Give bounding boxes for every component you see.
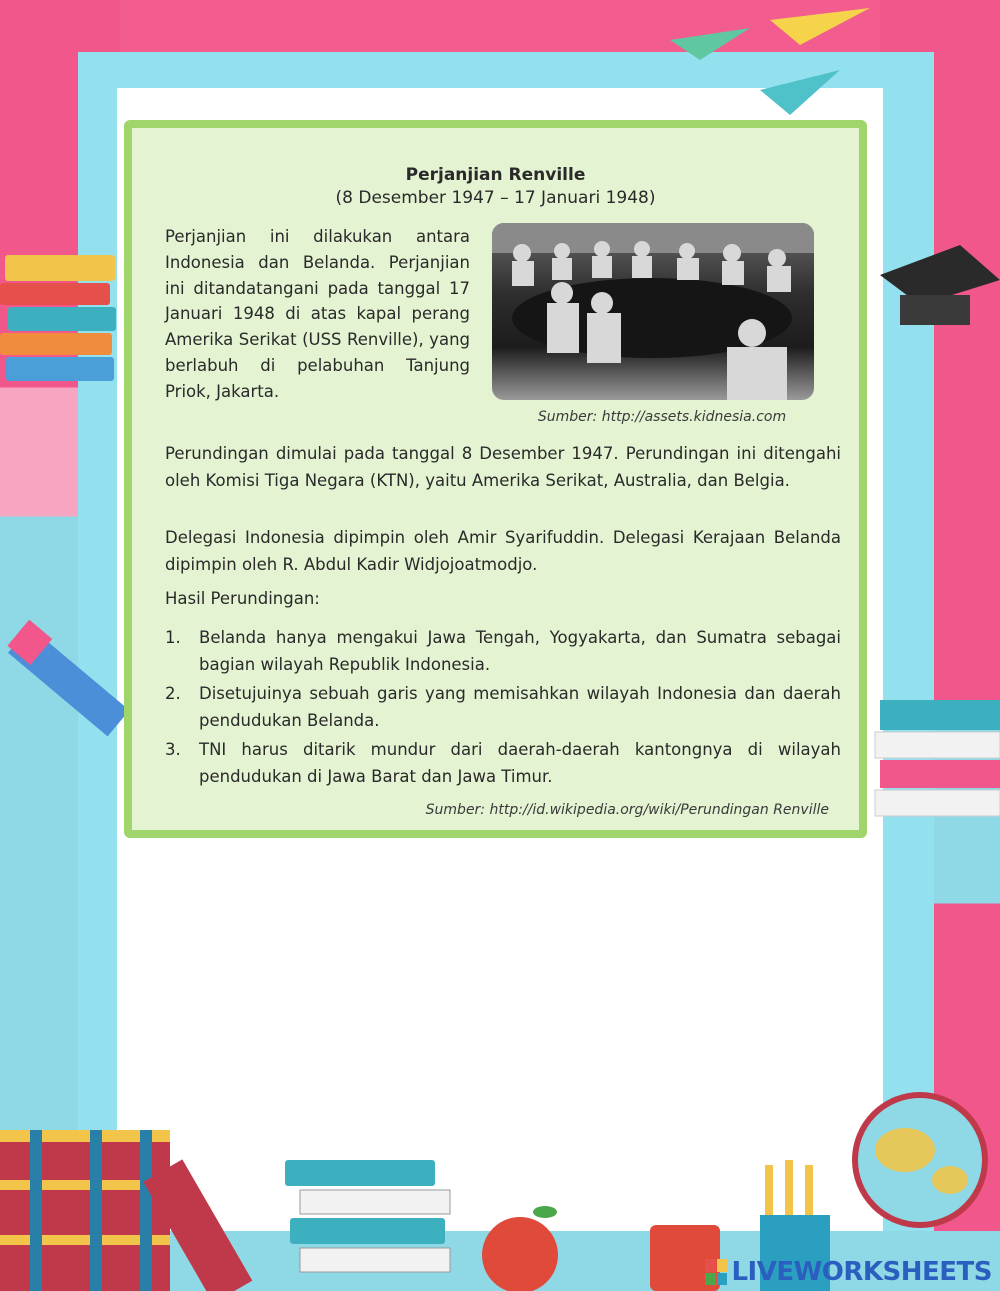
- globe-icon: [855, 1095, 985, 1225]
- list-number: 3.: [165, 740, 181, 759]
- historical-photo: [492, 223, 814, 400]
- badge-square: [717, 1259, 728, 1272]
- badge-square: [705, 1273, 716, 1286]
- list-text: Belanda hanya mengakui Jawa Tengah, Yogyakarta, dan Sumatra sebagai bagian wilayah Republik Indonesia.: [199, 628, 841, 674]
- list-number: 2.: [165, 684, 181, 703]
- badge-square: [717, 1273, 728, 1286]
- badge-square: [705, 1259, 716, 1272]
- pencil-icon: [7, 620, 129, 737]
- list-item: [165, 625, 841, 678]
- list-text: Disetujuinya sebuah garis yang memisahkan wilayah Indonesia dan daerah pendudukan Belanda.: [199, 684, 841, 730]
- paper-plane-icon: [670, 8, 870, 115]
- article-title: Perjanjian Renville: [405, 165, 586, 185]
- apple-icon: [482, 1206, 558, 1291]
- article-card: [124, 120, 867, 838]
- list-item: [165, 681, 841, 734]
- list-text: TNI harus ditarik mundur dari daerah-daerah kantongnya di wilayah pendudukan di Jawa Barat dan Jawa Timur.: [199, 740, 841, 786]
- results-list: [165, 625, 841, 793]
- list-number: 1.: [165, 628, 181, 647]
- list-item: [165, 737, 841, 790]
- paragraph-negotiation: Perundingan dimulai pada tanggal 8 Desember 1947. Perundingan ini ditengahi oleh Komisi Tiga Negara (KTN), yaitu Amerika Serikat, Australia, dan Belgia.: [165, 444, 841, 490]
- bottom-books-icon: [0, 1130, 450, 1291]
- book-stack-right-icon: [875, 700, 1000, 816]
- paragraph-delegation: Delegasi Indonesia dipimpin oleh Amir Syarifuddin. Delegasi Kerajaan Belanda dipimpin oleh R. Abdul Kadir Widjojoatmodjo.: [165, 528, 841, 574]
- book-stack-icon: [0, 255, 116, 381]
- intro-paragraph: Perjanjian ini dilakukan antara Indonesia dan Belanda. Perjanjian ini ditandatangani pada tanggal 17 Januari 1948 di atas kapal perang Amerika Serikat (USS Renville), yang berlabuh di pelabuhan Tanjung Priok, Jakarta.: [165, 227, 470, 401]
- logo-badge-icon: [705, 1259, 727, 1285]
- meeting-photo-icon: [492, 223, 814, 400]
- photo-caption: Sumber: http://assets.kidnesia.com: [537, 409, 787, 425]
- liveworksheets-logo[interactable]: [705, 1257, 992, 1287]
- logo-text: LIVEWORKSHEETS: [731, 1257, 992, 1287]
- graduation-cap-icon: [880, 245, 1000, 325]
- source-citation: Sumber: http://id.wikipedia.org/wiki/Perundingan Renville: [425, 802, 829, 818]
- results-heading: Hasil Perundingan:: [165, 589, 320, 608]
- article-subtitle: (8 Desember 1947 – 17 Januari 1948): [335, 188, 656, 208]
